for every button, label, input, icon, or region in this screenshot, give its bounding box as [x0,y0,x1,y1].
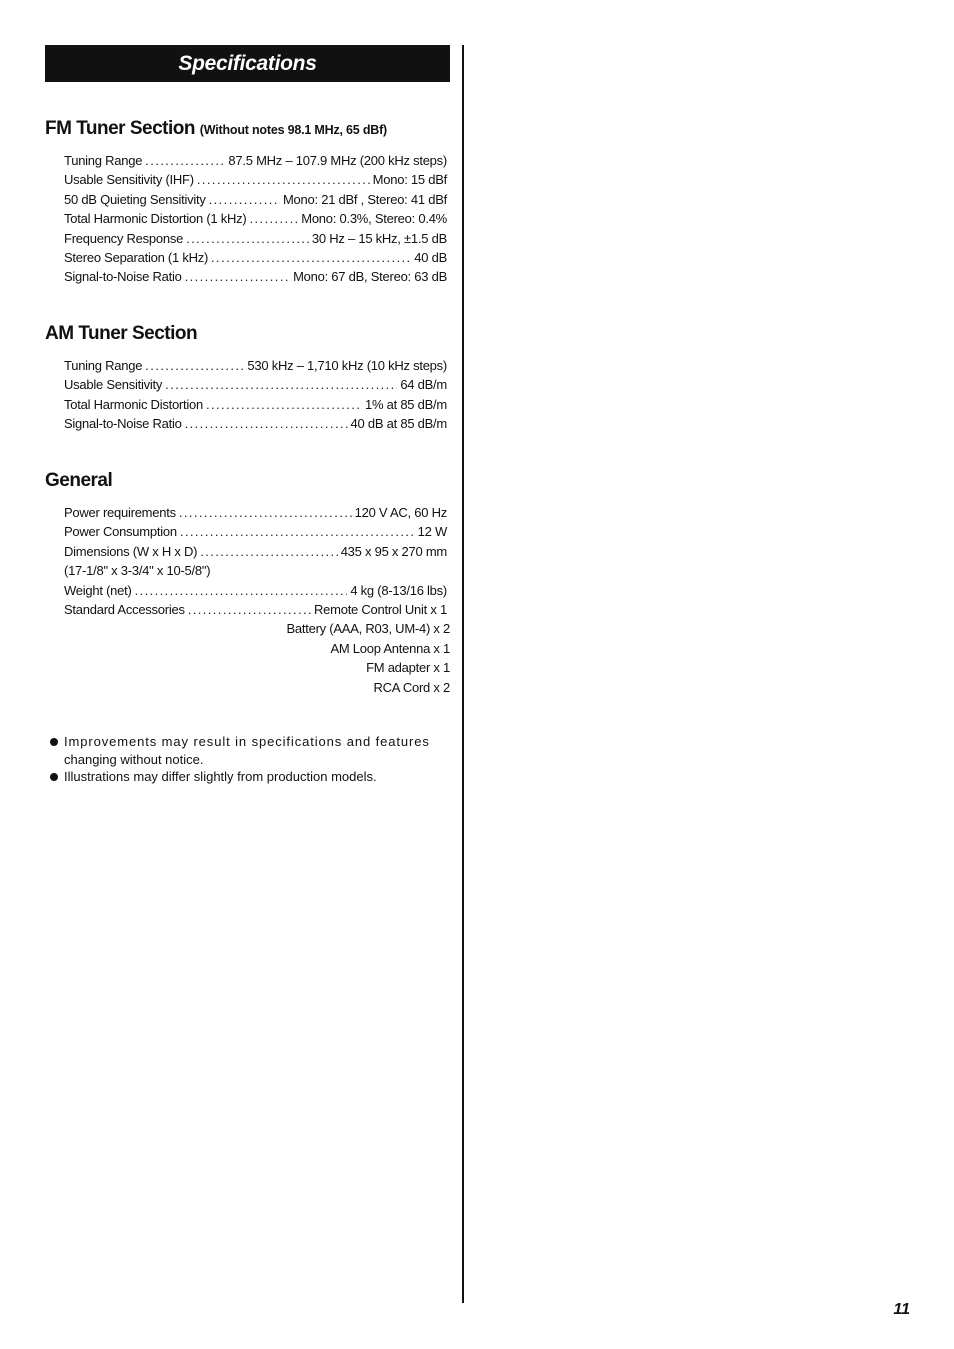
spec-label: Frequency Response [64,230,184,246]
notes-list [50,733,451,786]
general-spec-list [64,503,450,697]
page-number: 11 [893,1301,910,1318]
spec-row [64,522,447,541]
spec-row [64,581,447,600]
spec-value: 30 Hz – 15 kHz, ±1.5 dB [311,230,447,246]
spec-value: Mono: 15 dBf [372,172,447,188]
accessory-item: AM Loop Antenna x 1 [330,640,450,656]
general-section-title: General [45,470,113,491]
spec-row [64,356,447,375]
accessory-item: Battery (AAA, R03, UM-4) x 2 [286,621,450,637]
spec-label: Stereo Separation (1 kHz) [64,249,209,265]
spec-row [64,170,447,189]
spec-value: Mono: 67 dB, Stereo: 63 dB [293,269,447,285]
spec-row [64,248,447,267]
spec-value: 87.5 MHz – 107.9 MHz (200 kHz steps) [228,152,447,168]
spec-row [64,190,447,209]
spec-value: 4 kg (8-13/16 lbs) [350,582,447,598]
note-text: Illustrations may differ slightly from production models. [64,769,377,784]
note-item [50,768,451,786]
leader-dots [188,600,311,619]
spec-label: Usable Sensitivity [64,377,163,393]
spec-value: Mono: 0.3%, Stereo: 0.4% [301,211,447,227]
spec-value: 435 x 95 x 270 mm [340,543,447,559]
spec-label: Tuning Range [64,152,143,168]
spec-label: Usable Sensitivity (IHF) [64,172,194,188]
spec-row [64,375,447,394]
leader-dots [200,542,338,561]
leader-dots [211,248,411,267]
leader-dots [185,267,290,286]
spec-value: 1% at 85 dB/m [364,396,447,412]
dimensions-imperial: (17-1/8" x 3-3/4" x 10-5/8") [64,563,211,579]
spec-label: Power Consumption [64,524,177,540]
accessory-item: FM adapter x 1 [366,660,450,676]
spec-row [64,414,447,433]
leader-dots [249,209,298,228]
spec-value: 40 dB at 85 dB/m [350,416,447,432]
am-spec-list [64,356,447,434]
spec-value: 40 dB [414,249,447,265]
leader-dots [165,375,397,394]
spec-row [64,542,447,561]
spec-value: Remote Control Unit x 1 [314,601,447,617]
spec-row [64,267,447,286]
spec-row [64,209,447,228]
spec-label: Total Harmonic Distortion [64,396,203,412]
am-section-title: AM Tuner Section [45,323,198,344]
bullet-icon [50,738,58,746]
fm-section-title [45,118,387,140]
spec-value: Mono: 21 dBf , Stereo: 41 dBf [282,191,447,207]
fm-section-note: (Without notes 98.1 MHz, 65 dBf) [199,123,388,137]
spec-row [64,600,447,619]
spec-row [64,395,447,414]
note-text: changing without notice. [64,751,204,767]
spec-value: 64 dB/m [400,377,447,393]
leader-dots [135,581,348,600]
spec-label: Standard Accessories [64,601,185,617]
spec-row [64,229,447,248]
fm-section-heading: FM Tuner Section [45,118,195,139]
leader-dots [145,356,244,375]
spec-value: 12 W [417,524,447,540]
page-title: Specifications [45,45,450,82]
fm-spec-list [64,151,447,287]
leader-dots [179,503,352,522]
spec-label: Weight (net) [64,582,132,598]
leader-dots [145,151,225,170]
note-item [50,733,451,768]
note-text: Improvements may result in specifications and features [64,734,430,749]
spec-label: Dimensions (W x H x D) [64,543,198,559]
leader-dots [186,229,309,248]
column-divider [462,45,464,1303]
leader-dots [206,395,362,414]
spec-label: Signal-to-Noise Ratio [64,416,182,432]
leader-dots [209,190,280,209]
spec-value: 530 kHz – 1,710 kHz (10 kHz steps) [247,357,447,373]
spec-row [64,151,447,170]
leader-dots [180,522,415,541]
leader-dots [197,170,370,189]
spec-label: 50 dB Quieting Sensitivity [64,191,206,207]
spec-value: 120 V AC, 60 Hz [354,504,447,520]
accessory-item: RCA Cord x 2 [373,679,450,695]
leader-dots [185,414,348,433]
bullet-icon [50,773,58,781]
spec-label: Power requirements [64,504,176,520]
spec-row [64,503,447,522]
spec-label: Total Harmonic Distortion (1 kHz) [64,211,247,227]
spec-label: Tuning Range [64,357,143,373]
spec-label: Signal-to-Noise Ratio [64,269,182,285]
